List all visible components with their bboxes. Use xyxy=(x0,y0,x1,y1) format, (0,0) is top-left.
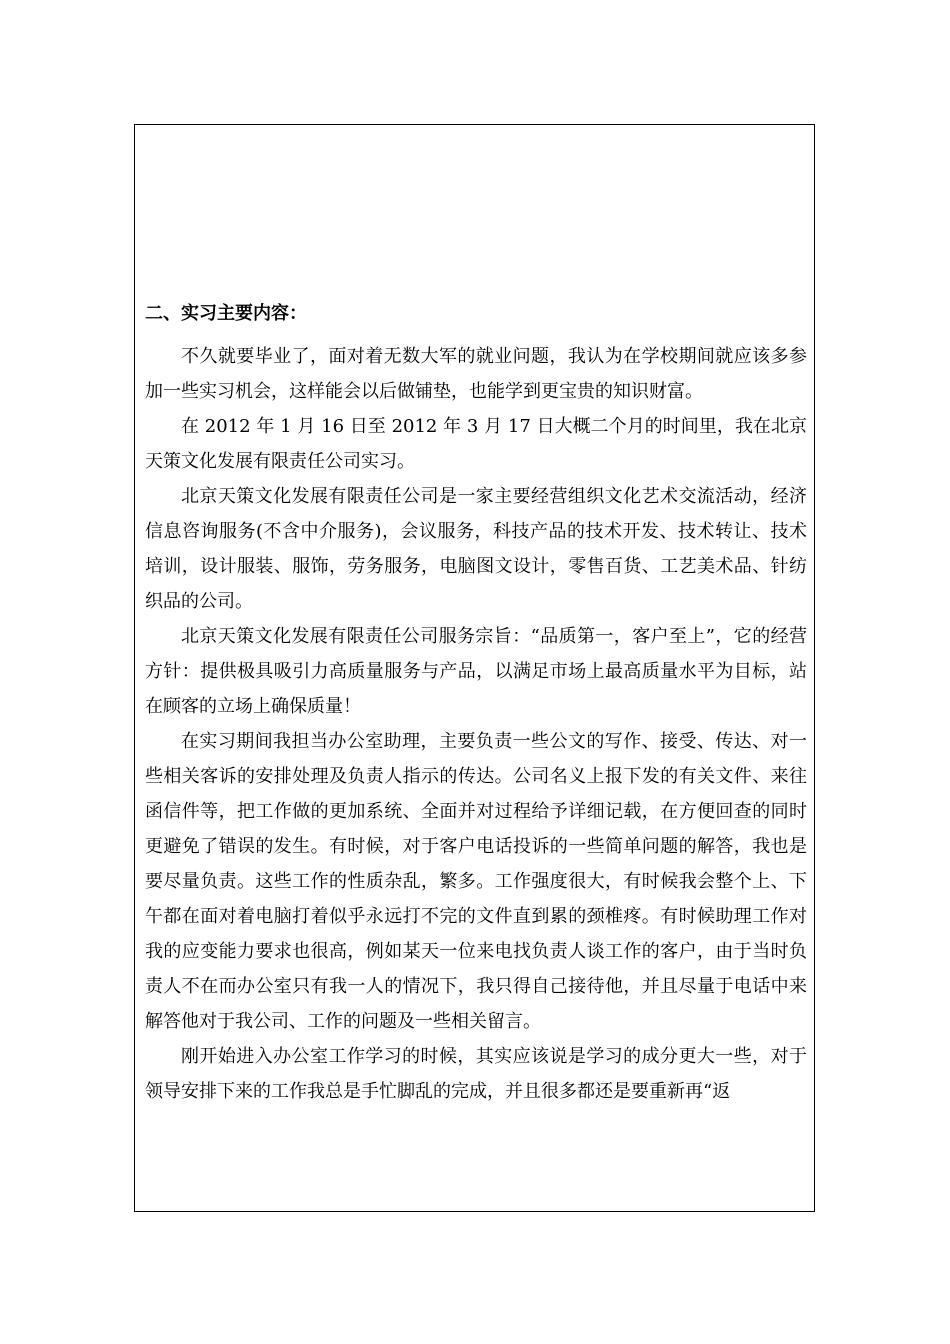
section-content xyxy=(145,299,807,1109)
paragraph-2: 在 2012 年 1 月 16 日至 2012 年 3 月 17 日大概二个月的时间里，我在北京天策文化发展有限责任公司实习。 xyxy=(145,416,807,472)
paragraph-6: 刚开始进入办公室工作学习的时候，其实应该说是学习的成分更大一些，对于领导安排下来的工作我总是手忙脚乱的完成，并且很多都还是要重新再“返 xyxy=(145,1046,807,1102)
paragraph-1: 不久就要毕业了，面对着无数大军的就业问题，我认为在学校期间就应该多参加一些实习机会，这样能会以后做铺垫，也能学到更宝贵的知识财富。 xyxy=(145,346,807,402)
paragraph-3: 北京天策文化发展有限责任公司是一家主要经营组织文化艺术交流活动，经济信息咨询服务(不含中介服务)，会议服务，科技产品的技术开发、技术转让、技术培训，设计服装、服饰，劳务服务，电脑图文设计，零售百货、工艺美术品、针纺织品的公司。 xyxy=(145,486,807,612)
section-heading: 二、实习主要内容： xyxy=(145,303,307,324)
document-table-cell xyxy=(134,124,815,1212)
paragraph-5: 在实习期间我担当办公室助理，主要负责一些公文的写作、接受、传达、对一些相关客诉的安排处理及负责人指示的传达。公司名义上报下发的有关文件、来往函信件等，把工作做的更加系统、全面并对过程给予详细记载，在方便回查的同时更避免了错误的发生。有时候，对于客户电话投诉的一些简单问题的解答，我也是要尽量负责。这些工作的性质杂乱，繁多。工作强度很大，有时候我会整个上、下午都在面对着电脑打着似乎永远打不完的文件直到累的颈椎疼。有时候助理工作对我的应变能力要求也很高，例如某天一位来电找负责人谈工作的客户，由于当时负责人不在而办公室只有我一人的情况下，我只得自己接待他，并且尽量于电话中来解答他对于我公司、工作的问题及一些相关留言。 xyxy=(145,731,807,1032)
paragraph-4: 北京天策文化发展有限责任公司服务宗旨：“品质第一，客户至上”，它的经营方针：提供极具吸引力高质量服务与产品，以满足市场上最高质量水平为目标，站在顾客的立场上确保质量！ xyxy=(145,626,807,717)
